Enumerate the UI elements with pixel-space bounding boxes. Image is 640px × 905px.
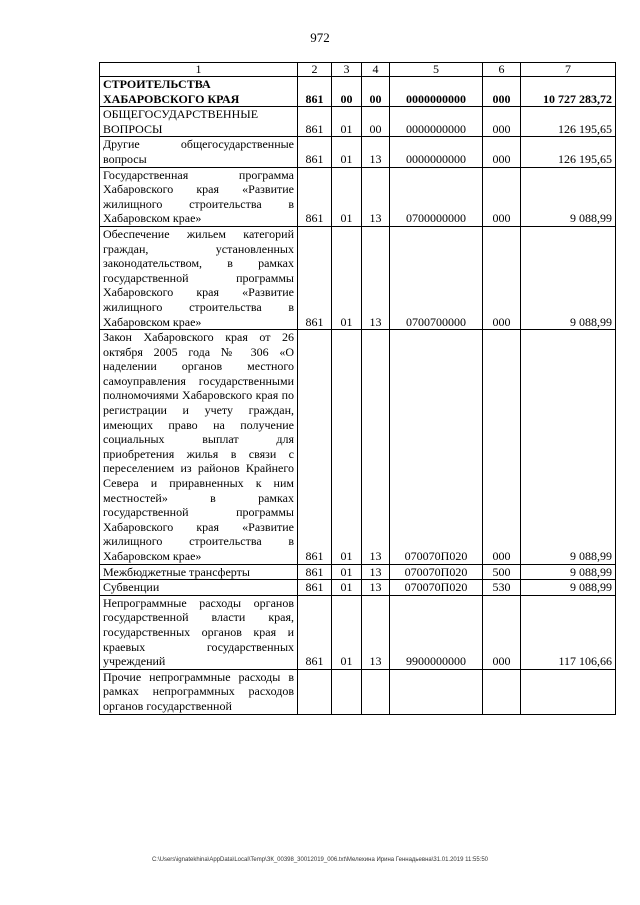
section-code: 01 <box>332 580 362 596</box>
row-description: Другие общегосударственные вопросы <box>100 137 298 167</box>
column-number: 6 <box>483 63 521 77</box>
section-code: 01 <box>332 107 362 137</box>
expense-type-code: 000 <box>483 167 521 226</box>
row-description: Государственная программа Хабаровского края «Развитие жилищного строительства в Хабаровском крае» <box>100 167 298 226</box>
amount: 9 088,99 <box>521 167 616 226</box>
section-code <box>332 669 362 714</box>
target-article-code <box>390 669 483 714</box>
row-description: Закон Хабаровского края от 26 октября 2005 года № 306 «О наделении органов местного самоуправления государственными полномочиями Хабаровского края по регистрации и учету граждан, имеющих право на получение социальных выплат для приобретения жилья в связи с переселением из районов Крайнего Севера и приравненных к ним местностей» в рамках государственной программы Хабаровского края «Развитие жилищного строительства в Хабаровском крае» <box>100 330 298 565</box>
section-code: 01 <box>332 226 362 329</box>
budget-table <box>99 62 616 715</box>
footer-file-path: C:\Users\ignatekhina\AppData\Local\Temp\ЗК_00398_30012019_006.txt\Мелехина Ирина Геннадьевна\31.01.2019 11:55:50 <box>151 857 489 863</box>
expense-type-code: 000 <box>483 226 521 329</box>
subsection-code: 13 <box>362 167 390 226</box>
amount: 126 195,65 <box>521 107 616 137</box>
grbs-code: 861 <box>298 595 332 669</box>
target-article-code: 070070П020 <box>390 330 483 565</box>
column-number: 3 <box>332 63 362 77</box>
subsection-code: 00 <box>362 77 390 107</box>
expense-type-code: 000 <box>483 137 521 167</box>
grbs-code: 861 <box>298 226 332 329</box>
expense-type-code <box>483 669 521 714</box>
target-article-code: 0700700000 <box>390 226 483 329</box>
table-row <box>100 595 616 669</box>
row-description: Субвенции <box>100 580 298 596</box>
column-number: 7 <box>521 63 616 77</box>
section-code: 01 <box>332 330 362 565</box>
grbs-code: 861 <box>298 564 332 580</box>
amount <box>521 669 616 714</box>
column-number-row <box>100 63 616 77</box>
target-article-code: 9900000000 <box>390 595 483 669</box>
grbs-code: 861 <box>298 580 332 596</box>
row-description: СТРОИТЕЛЬСТВА ХАБАРОВСКОГО КРАЯ <box>100 77 298 107</box>
expense-type-code: 000 <box>483 595 521 669</box>
grbs-code: 861 <box>298 167 332 226</box>
grbs-code <box>298 669 332 714</box>
table-row <box>100 580 616 596</box>
target-article-code: 0000000000 <box>390 137 483 167</box>
column-number: 5 <box>390 63 483 77</box>
amount: 126 195,65 <box>521 137 616 167</box>
row-description: Межбюджетные трансферты <box>100 564 298 580</box>
section-code: 01 <box>332 167 362 226</box>
section-code: 01 <box>332 595 362 669</box>
target-article-code: 0700000000 <box>390 167 483 226</box>
subsection-code: 13 <box>362 226 390 329</box>
amount: 117 106,66 <box>521 595 616 669</box>
table-row <box>100 669 616 714</box>
expense-type-code: 000 <box>483 107 521 137</box>
section-code: 01 <box>332 564 362 580</box>
amount: 9 088,99 <box>521 564 616 580</box>
target-article-code: 070070П020 <box>390 564 483 580</box>
subsection-code <box>362 669 390 714</box>
expense-type-code: 000 <box>483 330 521 565</box>
section-code: 01 <box>332 137 362 167</box>
section-code: 00 <box>332 77 362 107</box>
grbs-code: 861 <box>298 137 332 167</box>
table-row <box>100 77 616 107</box>
amount: 9 088,99 <box>521 580 616 596</box>
subsection-code: 13 <box>362 595 390 669</box>
expense-type-code: 500 <box>483 564 521 580</box>
column-number: 1 <box>100 63 298 77</box>
row-description: ОБЩЕГОСУДАРСТВЕННЫЕ ВОПРОСЫ <box>100 107 298 137</box>
amount: 9 088,99 <box>521 330 616 565</box>
expense-type-code: 000 <box>483 77 521 107</box>
row-description: Прочие непрограммные расходы в рамках непрограммных расходов органов государственной <box>100 669 298 714</box>
subsection-code: 13 <box>362 137 390 167</box>
subsection-code: 13 <box>362 330 390 565</box>
target-article-code: 070070П020 <box>390 580 483 596</box>
expense-type-code: 530 <box>483 580 521 596</box>
row-description: Непрограммные расходы органов государственной власти края, государственных органов края и краевых государственных учреждений <box>100 595 298 669</box>
table-row <box>100 330 616 565</box>
table-row <box>100 564 616 580</box>
target-article-code: 0000000000 <box>390 107 483 137</box>
grbs-code: 861 <box>298 77 332 107</box>
target-article-code: 0000000000 <box>390 77 483 107</box>
table-row <box>100 167 616 226</box>
subsection-code: 00 <box>362 107 390 137</box>
amount: 9 088,99 <box>521 226 616 329</box>
column-number: 4 <box>362 63 390 77</box>
column-number: 2 <box>298 63 332 77</box>
row-description: Обеспечение жильем категорий граждан, установленных законодательством, в рамках государственной программы Хабаровского края «Развитие жилищного строительства в Хабаровском крае» <box>100 226 298 329</box>
table-row <box>100 107 616 137</box>
grbs-code: 861 <box>298 330 332 565</box>
table-row <box>100 226 616 329</box>
subsection-code: 13 <box>362 564 390 580</box>
amount: 10 727 283,72 <box>521 77 616 107</box>
grbs-code: 861 <box>298 107 332 137</box>
subsection-code: 13 <box>362 580 390 596</box>
table-row <box>100 137 616 167</box>
page-number: 972 <box>310 30 330 45</box>
